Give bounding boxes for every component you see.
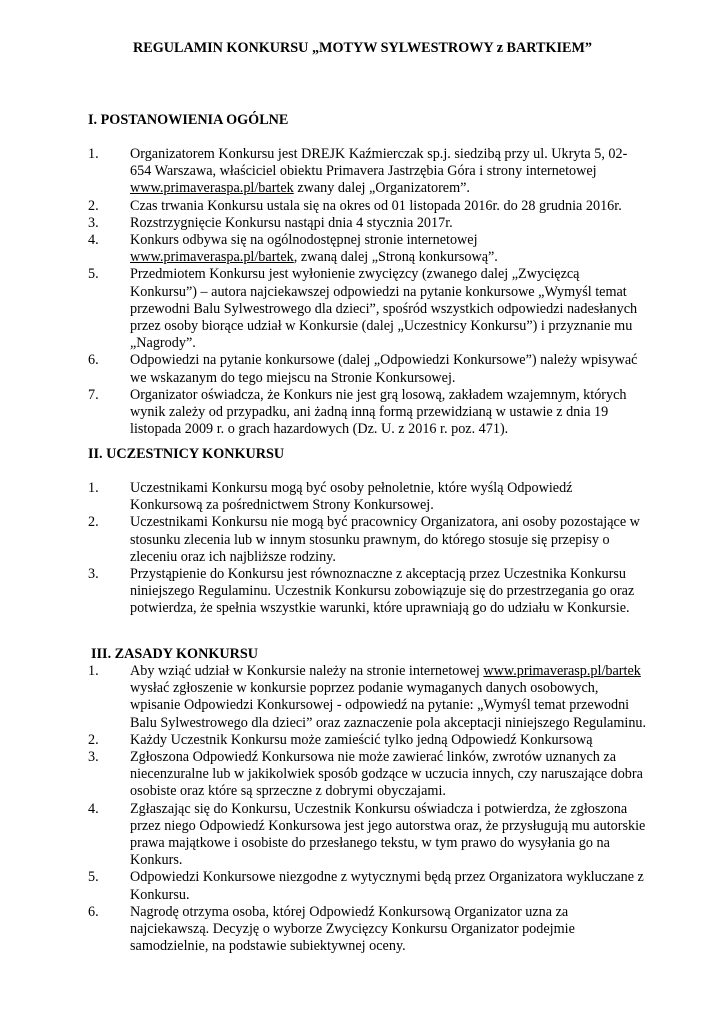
website-link[interactable]: www.primaveraspa.pl/bartek <box>130 180 294 197</box>
website-link[interactable]: www.primaveraspa.pl/bartek <box>130 249 294 266</box>
item-number: 1. <box>88 480 99 496</box>
section-rules-list <box>88 663 648 955</box>
list-item: 3. Przystąpienie do Konkursu jest równoznaczne z akceptacją przez Uczestnika Konkursu niniejszego Regulaminu. Uczestnik Konkursu zobowiązuje się do przestrzegania go oraz potwierdza, że spełnia wszystkie warunki, które uprawniają go do udziału w Konkursie. <box>88 566 635 617</box>
list-item: 6. Nagrodę otrzyma osoba, której Odpowiedź Konkursową Organizator uzna za najciekawszą. Decyzję o wyborze Zwycięzcy Konkursu Organizator podejmie samodzielnie, na podstawie subiektywnej oceny. <box>88 903 575 955</box>
document-title: REGULAMIN KONKURSU „MOTYW SYLWESTROWY z BARTKIEM” <box>133 40 592 56</box>
item-number: 4. <box>88 800 99 817</box>
list-item: 4. Zgłaszając się do Konkursu, Uczestnik Konkursu oświadcza i potwierdza, że zgłoszona przez niego Odpowiedź Konkursowa jest jego autorstwa oraz, że przysługują mu autorskie prawa majątkowe i osobiste do przesłanego tekstu, w tym prawo do wysyłania go na Konkurs. <box>88 800 646 869</box>
list-item: 6. Odpowiedzi na pytanie konkursowe (dalej „Odpowiedzi Konkursowe”) należy wpisywać we wskazanym do tego miejscu na Stronie Konkursowej. <box>88 352 638 386</box>
list-item: 2. Każdy Uczestnik Konkursu może zamieścić tylko jedną Odpowiedź Konkursową <box>88 731 593 748</box>
item-number: 4. <box>88 232 99 249</box>
item-number: 5. <box>88 266 99 283</box>
item-number: 7. <box>88 386 99 403</box>
item-number: 2. <box>88 514 99 531</box>
list-item: 2. Uczestnikami Konkursu nie mogą być pracownicy Organizatora, ani osoby pozostające w stosunku zlecenia lub w innym stosunku prawnym, do którego stosuje się przepisy o zleceniu oraz ich najbliższe rodziny. <box>88 514 640 565</box>
list-item: 2. Czas trwania Konkursu ustala się na okres od 01 listopada 2016r. do 28 grudnia 2016r. <box>88 197 622 214</box>
item-number: 1. <box>88 663 99 679</box>
list-item: 4. Konkurs odbywa się na ogólnodostępnej stronie internetowej www.primaveraspa.pl/bartek, zwaną dalej „Stroną konkursową”. <box>88 232 498 266</box>
list-item: 1. Uczestnikami Konkursu mogą być osoby pełnoletnie, które wyślą Odpowiedź Konkursową za pośrednictwem Strony Konkursowej. <box>88 480 573 514</box>
item-number: 2. <box>88 197 99 214</box>
list-item: 5. Przedmiotem Konkursu jest wyłonienie zwycięzcy (zwanego dalej „Zwycięzcą Konkursu”) – autora najciekawszej odpowiedzi na pytanie konkursowe „Wymyśl temat przewodni Balu Sylwestrowego dla dzieci”, spośród wszystkich odpowiedzi nadesłanych przez osoby biorące udział w Konkursie (dalej „Uczestnicy Konkursu”) i przyznanie mu „Nagrody”. <box>88 266 638 352</box>
section-heading-general: I. POSTANOWIENIA OGÓLNE <box>88 112 289 128</box>
item-number: 3. <box>88 566 99 583</box>
list-item: 1. Organizatorem Konkursu jest DREJK Kaźmierczak sp.j. siedzibą przy ul. Ukryta 5, 02-654 Warszawa, właściciel obiektu Primavera Jastrzębia Góra i strony internetowej www.primaveraspa.pl/bartek zwany dalej „Organizatorem”. <box>88 146 628 197</box>
section-heading-participants: II. UCZESTNICY KONKURSU <box>88 446 285 462</box>
item-number: 1. <box>88 146 99 162</box>
item-number: 2. <box>88 731 99 748</box>
website-link[interactable]: www.primaverasp.pl/bartek <box>483 663 641 679</box>
section-general-list <box>88 146 648 438</box>
list-item: 3. Zgłoszona Odpowiedź Konkursowa nie może zawierać linków, zwrotów uznanych za niecenzuralne lub w jakikolwiek sposób godzące w uczucia innych, czy naruszające dobra osobiste oraz które są sprzeczne z dobrymi obyczajami. <box>88 749 643 800</box>
list-item: 5. Odpowiedzi Konkursowe niezgodne z wytycznymi będą przez Organizatora wykluczane z Konkursu. <box>88 869 644 903</box>
item-number: 3. <box>88 214 99 231</box>
list-item: 3. Rozstrzygnięcie Konkursu nastąpi dnia 4 stycznia 2017r. <box>88 214 453 231</box>
item-number: 6. <box>88 352 99 369</box>
section-participants-list <box>88 480 648 618</box>
item-number: 3. <box>88 749 99 766</box>
section-heading-rules: III. ZASADY KONKURSU <box>91 646 258 662</box>
item-number: 5. <box>88 869 99 886</box>
list-item: 1. Aby wziąć udział w Konkursie należy na stronie internetowej www.primaverasp.pl/bartek wysłać zgłoszenie w konkursie poprzez podanie wymaganych danych osobowych, wpisanie Odpowiedzi Konkursowej - odpowiedź na pytanie: „Wymyśl temat przewodni Balu Sylwestrowego dla dzieci” oraz zaznaczenie pola akceptacji niniejszego Regulaminu. <box>88 663 647 731</box>
item-number: 6. <box>88 903 99 920</box>
list-item: 7. Organizator oświadcza, że Konkurs nie jest grą losową, zakładem wzajemnym, których wynik zależy od przypadku, ani żadną inną formą przewidzianą w ustawie z dnia 19 listopada 2009 r. o grach hazardowych (Dz. U. z 2016 r. poz. 471). <box>88 386 627 438</box>
